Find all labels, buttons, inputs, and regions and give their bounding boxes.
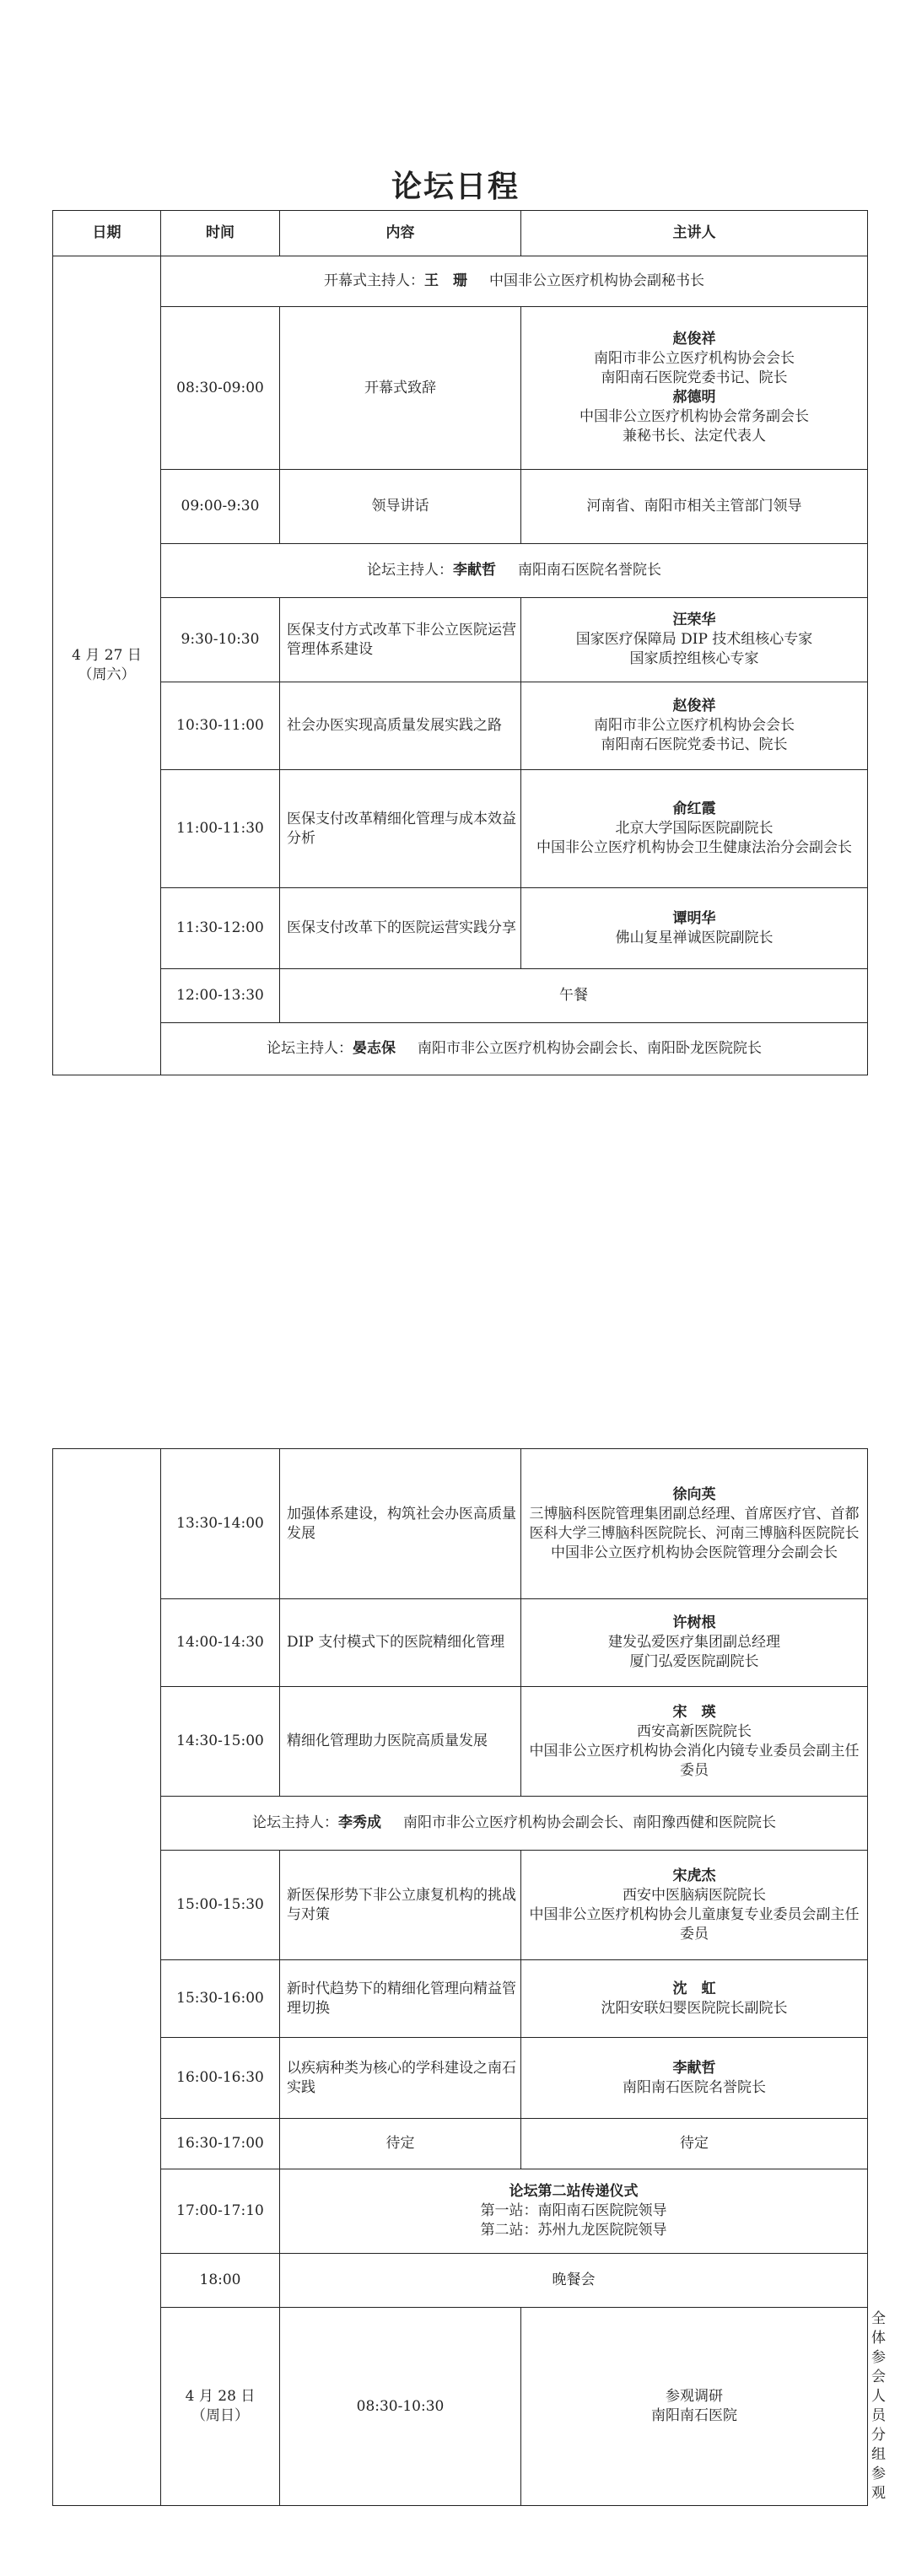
time-cell: 11:00-11:30 (161, 770, 280, 888)
speaker-title: 国家质控组核心专家 (629, 650, 759, 667)
content-cell: 领导讲话 (280, 470, 521, 544)
schedule-table-part2 (52, 1448, 886, 2506)
host-desc: 中国非公立医疗机构协会副秘书长 (489, 272, 704, 289)
time-cell: 08:30-09:00 (161, 307, 280, 470)
host-row (53, 256, 868, 307)
ceremony-cell (280, 2169, 868, 2254)
time-cell: 14:00-14:30 (161, 1599, 280, 1687)
weekday: （周六） (78, 666, 136, 683)
table-row (53, 1449, 868, 1599)
time-cell: 17:00-17:10 (161, 2169, 280, 2254)
time-cell: 18:00 (161, 2254, 280, 2308)
table-row (53, 1687, 868, 1797)
table-row (53, 307, 868, 470)
table-row (53, 2038, 868, 2119)
speaker-name: 沈 虹 (672, 1980, 716, 1997)
table-row (53, 2169, 868, 2254)
host-desc: 南阳市非公立医疗机构协会副会长、南阳豫西健和医院院长 (403, 1814, 776, 1831)
table-row (53, 1960, 868, 2038)
speaker-name: 宋虎杰 (672, 1867, 716, 1884)
host-name: 王 珊 (424, 272, 467, 289)
speaker-title: 中国非公立医疗机构协会儿童康复专业委员会副主任委员 (529, 1905, 860, 1943)
host-name: 李献哲 (453, 562, 496, 579)
speaker-cell (521, 1960, 868, 2038)
table-row (53, 598, 868, 682)
date: 4 月 28 日 (185, 2388, 256, 2405)
host-cell (161, 256, 868, 307)
content-cell: DIP 支付模式下的医院精细化管理 (280, 1599, 521, 1687)
speaker-title: 南阳南石医院党委书记、院长 (601, 736, 788, 753)
table-row (53, 888, 868, 969)
ceremony-line: 第二站：苏州九龙医院院领导 (480, 2222, 667, 2239)
speaker-title: 西安高新医院院长 (637, 1722, 752, 1740)
speaker-cell: 待定 (521, 2119, 868, 2169)
speaker-title: 西安中医脑病医院院长 (623, 1886, 766, 1904)
table-row (53, 682, 868, 770)
speaker-name: 谭明华 (672, 909, 716, 927)
time-cell: 14:30-15:00 (161, 1687, 280, 1797)
table-row (53, 2254, 868, 2308)
time-cell: 13:30-14:00 (161, 1449, 280, 1599)
time-cell: 12:00-13:30 (161, 969, 280, 1023)
header-content: 内容 (280, 211, 521, 256)
content-line: 参观调研 (666, 2388, 723, 2405)
speaker-cell: 河南省、南阳市相关主管部门领导 (521, 470, 868, 544)
host-label: 论坛主持人： (267, 1040, 353, 1057)
speaker-cell (521, 598, 868, 682)
host-desc: 南阳市非公立医疗机构协会副会长、南阳卧龙医院院长 (418, 1040, 762, 1057)
content-cell: 医保支付改革精细化管理与成本效益分析 (280, 770, 521, 888)
content-cell: 新时代趋势下的精细化管理向精益管理切换 (280, 1960, 521, 2038)
time-cell: 08:30-10:30 (280, 2308, 521, 2506)
date: 4 月 27 日 (72, 647, 142, 664)
speaker-title: 北京大学国际医院副院长 (615, 820, 774, 837)
content-cell: 医保支付改革下的医院运营实践分享 (280, 888, 521, 969)
time-cell: 11:30-12:00 (161, 888, 280, 969)
speaker-cell (521, 1687, 868, 1797)
speaker-cell (521, 1449, 868, 1599)
host-desc: 南阳南石医院名誉院长 (518, 562, 661, 579)
content-cell: 社会办医实现高质量发展实践之路 (280, 682, 521, 770)
speaker-title: 南阳南石医院名誉院长 (623, 2078, 766, 2096)
header-time: 时间 (161, 211, 280, 256)
speaker-name: 郝德明 (672, 389, 716, 406)
content-cell: 新医保形势下非公立康复机构的挑战与对策 (280, 1851, 521, 1960)
host-cell (161, 544, 868, 598)
content-cell: 晚餐会 (280, 2254, 868, 2308)
content-cell: 午餐 (280, 969, 868, 1023)
host-row (53, 1797, 868, 1851)
content-cell: 精细化管理助力医院高质量发展 (280, 1687, 521, 1797)
speaker-title: 南阳市非公立医疗机构协会会长 (594, 350, 795, 367)
speaker-title: 佛山复星禅诚医院副院长 (615, 929, 774, 946)
speaker-name: 李献哲 (672, 2059, 716, 2077)
time-cell: 10:30-11:00 (161, 682, 280, 770)
table-row (53, 969, 868, 1023)
host-cell (161, 1797, 868, 1851)
speaker-name: 俞红霞 (672, 800, 716, 817)
host-label: 论坛主持人： (367, 562, 453, 579)
speaker-title: 南阳南石医院党委书记、院长 (601, 369, 788, 386)
host-label: 开幕式主持人： (324, 272, 424, 289)
speaker-title: 南阳市非公立医疗机构协会会长 (594, 717, 795, 734)
time-cell: 9:30-10:30 (161, 598, 280, 682)
header-row (53, 211, 868, 256)
content-cell: 待定 (280, 2119, 521, 2169)
schedule-table-part1 (52, 210, 868, 1075)
speaker-title: 国家医疗保障局 DIP 技术组核心专家 (575, 631, 813, 648)
speaker-name: 赵俊祥 (672, 698, 716, 714)
content-cell: 医保支付方式改革下非公立医院运营管理体系建设 (280, 598, 521, 682)
content-line: 南阳南石医院 (651, 2407, 737, 2424)
host-row (53, 544, 868, 598)
speaker-title: 中国非公立医疗机构协会消化内镜专业委员会副主任委员 (529, 1742, 860, 1779)
speaker-cell (521, 307, 868, 470)
host-label: 论坛主持人： (252, 1814, 338, 1831)
speaker-title: 三博脑科医院管理集团副总经理、首席医疗官、首都医科大学三博脑科医院院长、河南三博脑科医院院长 (529, 1505, 860, 1542)
speaker-title: 中国非公立医疗机构协会卫生健康法治分会副会长 (536, 839, 852, 856)
weekday: （周日） (191, 2407, 249, 2424)
table-row (53, 770, 868, 888)
speaker-name: 徐向英 (672, 1485, 716, 1503)
table-row: 4 月 28 日 （周日） 08:30-10:30 参观调研 南阳南石医院 全体参会人员 分组参观 (53, 2308, 868, 2506)
date-cell (53, 256, 161, 1075)
table-row (53, 1851, 868, 1960)
host-name: 李秀成 (338, 1814, 381, 1831)
time-cell: 09:00-9:30 (161, 470, 280, 544)
host-row (53, 1023, 868, 1075)
ceremony-title: 论坛第二站传递仪式 (509, 2183, 639, 2200)
speaker-title: 中国非公立医疗机构协会常务副会长 (579, 408, 809, 425)
table-row (53, 470, 868, 544)
speaker-cell (521, 2038, 868, 2119)
host-cell (161, 1023, 868, 1075)
speaker-cell (521, 888, 868, 969)
speaker-title: 厦门弘爱医院副院长 (629, 1653, 759, 1670)
time-cell: 15:00-15:30 (161, 1851, 280, 1960)
speaker-title: 兼秘书长、法定代表人 (623, 428, 766, 445)
speaker-name: 赵俊祥 (672, 331, 716, 348)
ceremony-line: 第一站：南阳南石医院院领导 (480, 2202, 667, 2219)
speaker-title: 建发弘爱医疗集团副总经理 (608, 1634, 780, 1651)
speaker-name: 许树根 (672, 1614, 716, 1631)
table-row (53, 2119, 868, 2169)
host-name: 晏志保 (353, 1040, 396, 1057)
table-row (53, 1599, 868, 1687)
speaker-name: 宋 瑛 (672, 1703, 716, 1721)
date-cell (53, 1449, 161, 2506)
page-title: 论坛日程 (391, 169, 520, 204)
date-cell (161, 2308, 280, 2506)
content-cell: 以疾病种类为核心的学科建设之南石实践 (280, 2038, 521, 2119)
speaker-cell (521, 1851, 868, 1960)
content-cell (521, 2308, 868, 2506)
time-cell: 16:30-17:00 (161, 2119, 280, 2169)
speaker-title: 中国非公立医疗机构协会医院管理分会副会长 (551, 1544, 838, 1561)
speaker-cell (521, 682, 868, 770)
speaker-name: 汪荣华 (672, 612, 716, 628)
content-cell: 开幕式致辞 (280, 307, 521, 470)
time-cell: 16:00-16:30 (161, 2038, 280, 2119)
speaker-title: 沈阳安联妇婴医院院长副院长 (601, 1999, 788, 2017)
speaker-cell (521, 770, 868, 888)
content-cell: 加强体系建设，构筑社会办医高质量发展 (280, 1449, 521, 1599)
speaker-cell (521, 1599, 868, 1687)
header-date: 日期 (53, 211, 161, 256)
header-speaker: 主讲人 (521, 211, 868, 256)
time-cell: 15:30-16:00 (161, 1960, 280, 2038)
